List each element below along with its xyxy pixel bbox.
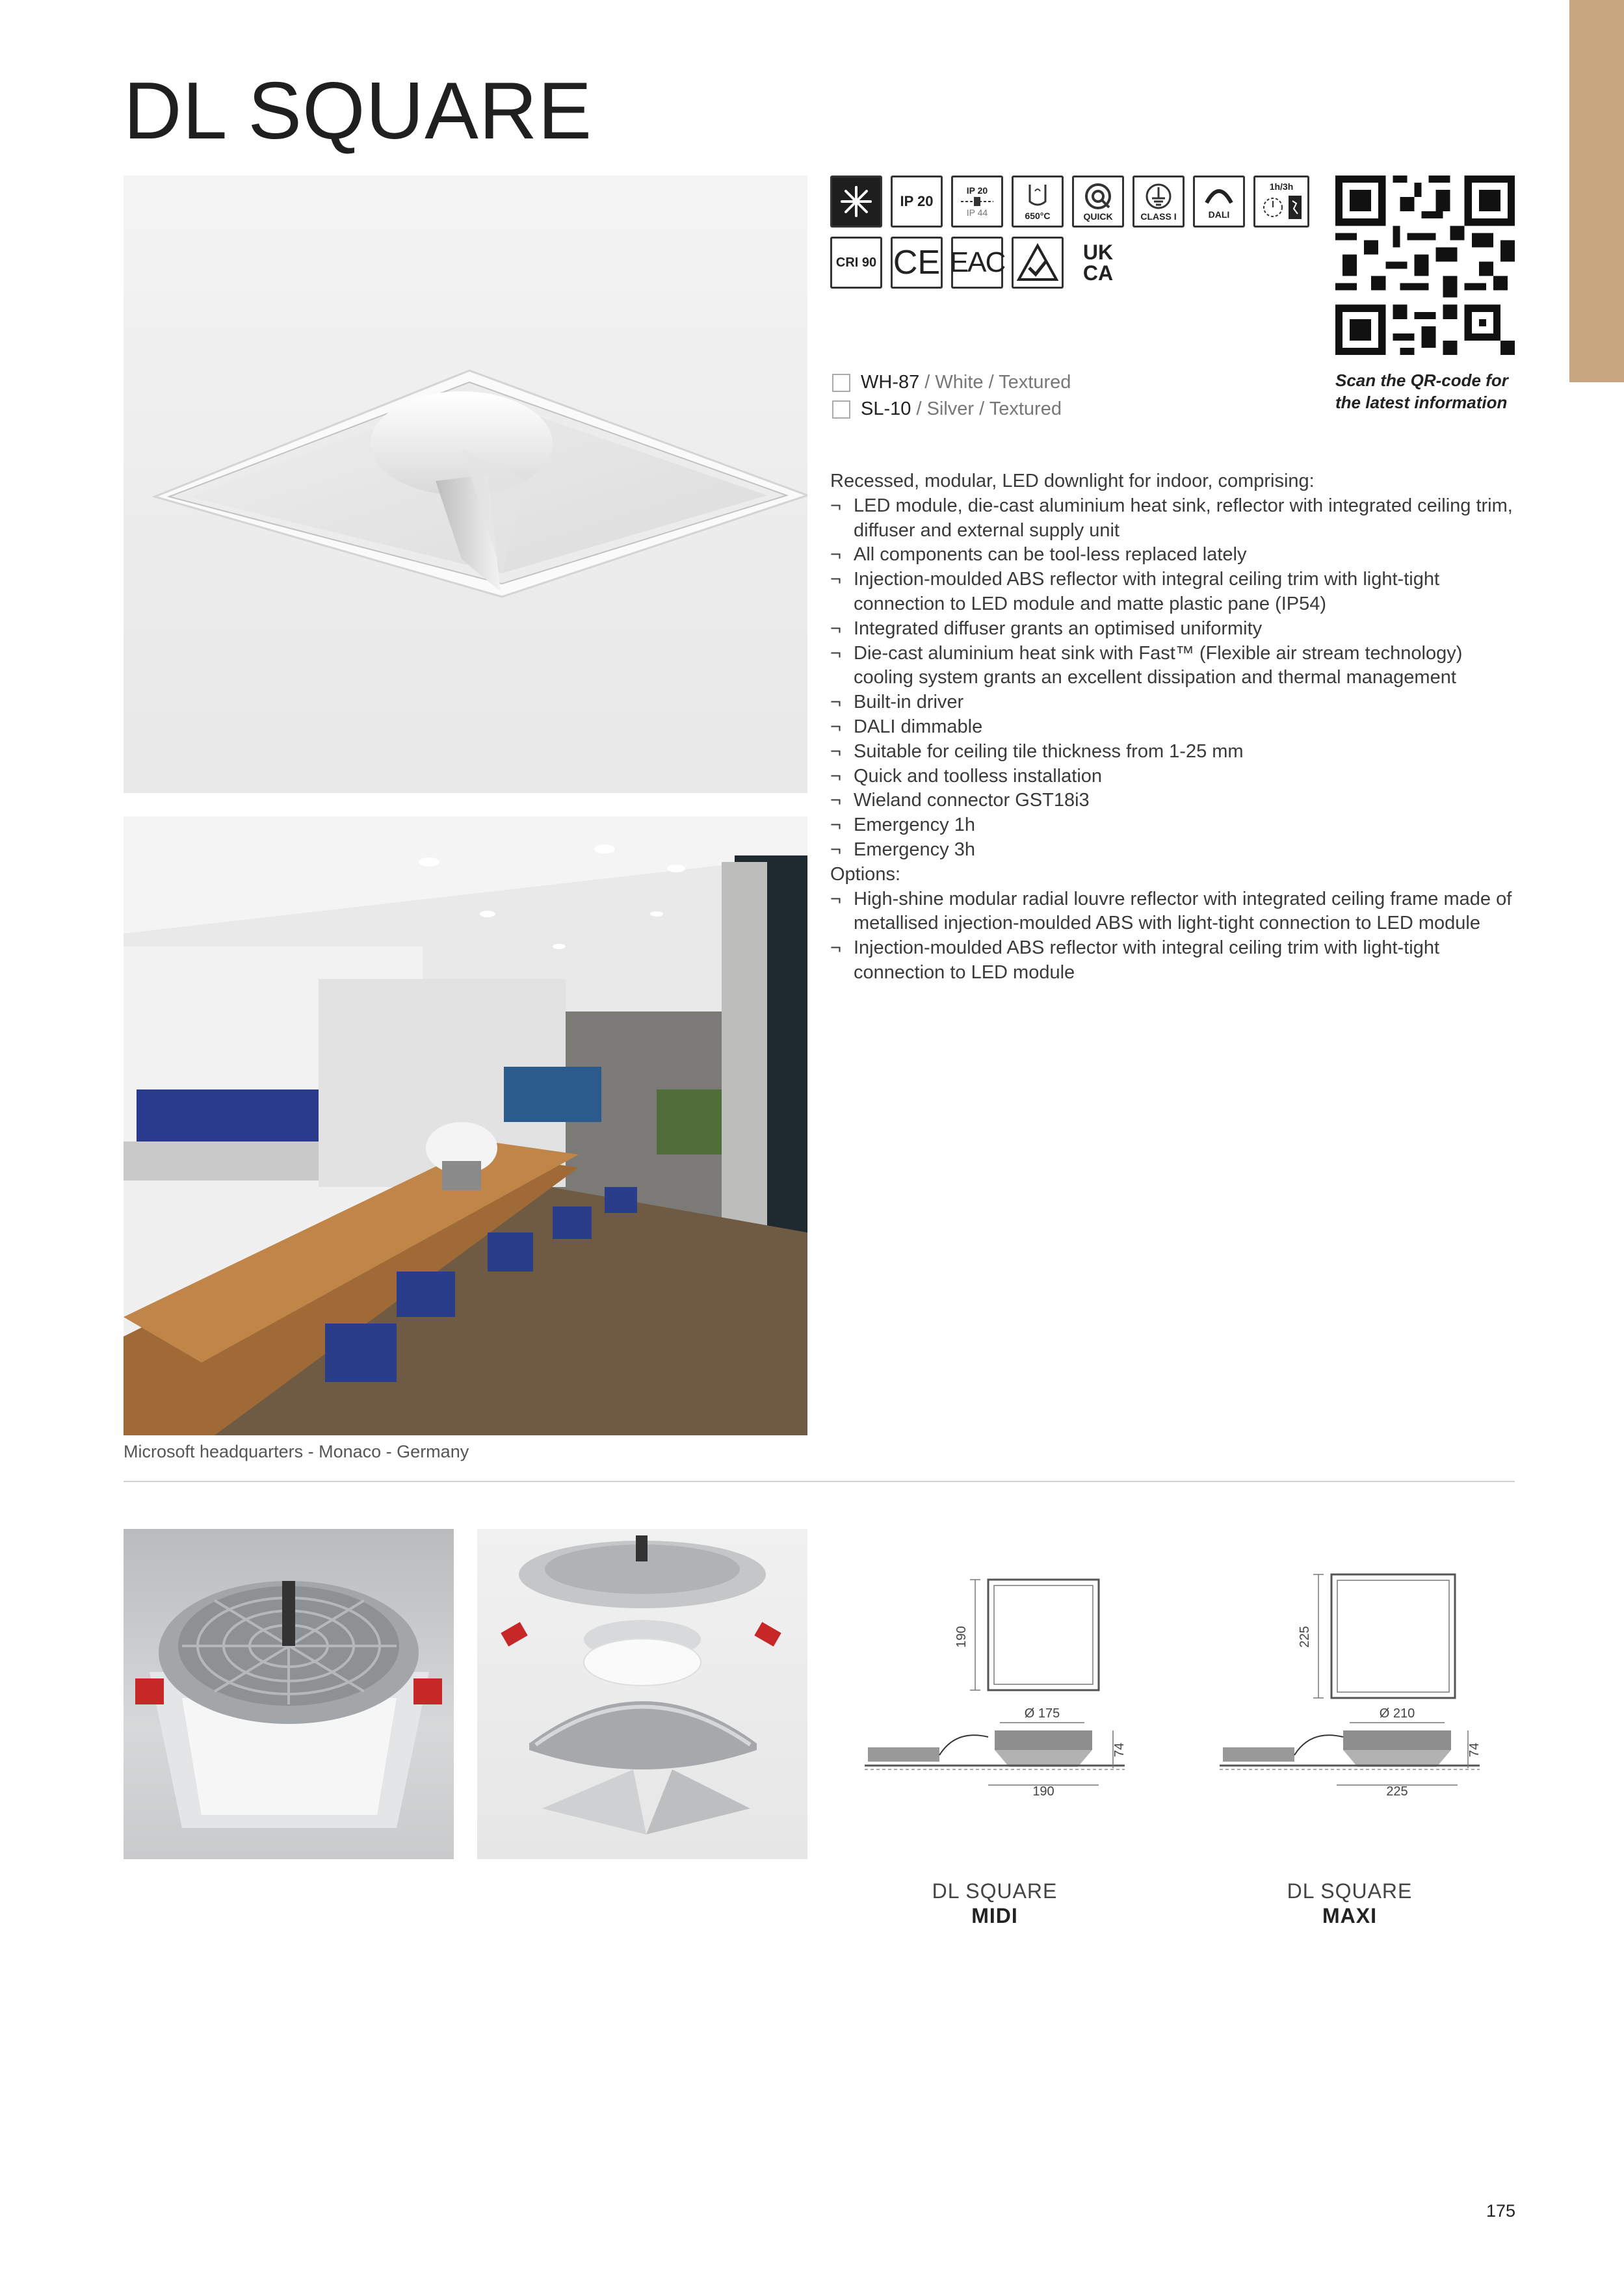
feature-list [830,494,1519,863]
model-label-maxi: DL SQUARE MAXI [1287,1879,1413,1927]
product-photo [124,176,807,793]
list-item: ¬ Injection-moulded ABS reflector with integral ceiling trim with light-tight connection to LED module [830,936,1519,985]
list-item: ¬ Quick and toolless installation [830,764,1519,789]
description-intro: Recessed, modular, LED downlight for indoor, comprising: [830,471,1315,491]
dimension-drawing-maxi [1213,1560,1499,1807]
ip20-icon: IP 20 [891,176,943,228]
list-item: ¬ Wieland connector GST18i3 [830,789,1519,813]
quick-icon: QUICK [1072,176,1124,228]
dim-diameter: Ø 175 [1024,1706,1060,1721]
list-item: ¬ Emergency 1h [830,813,1519,838]
photo-caption: Microsoft headquarters - Monaco - Germany [124,1442,469,1461]
model-label-midi: DL SQUARE MIDI [932,1879,1058,1927]
product-photo-drawing [124,176,807,793]
variant-sl10[interactable]: SL-10 / Silver / Textured [832,398,1062,420]
interior-photo [124,816,807,1435]
options-title: Options: [830,863,900,885]
list-item: ¬ DALI dimmable [830,715,1519,740]
heatsink-photo [124,1529,454,1859]
dim-square: 225 [1298,1626,1312,1648]
list-item: ¬ Integrated diffuser grants an optimised uniformity [830,617,1519,642]
qr-caption: Scan the QR-code for the latest information [1335,371,1508,412]
emergency-icon: 1h/3h [1253,176,1309,228]
ce-icon: CE [891,237,943,289]
section-tab [1569,0,1624,382]
dim-height: 74 [1112,1742,1127,1758]
list-item: ¬ High-shine modular radial louvre reflector with integrated ceiling frame made of metallised injection-moulded ABS with light-tight connection to LED module [830,887,1519,937]
divider [124,1481,1515,1482]
interior-photo-drawing [124,816,807,1435]
qr-code-pattern [1335,176,1515,355]
dim-square: 190 [954,1626,969,1648]
qr-code[interactable] [1335,176,1515,355]
ukca-icon: UK CA [1072,237,1124,289]
list-item: ¬ Emergency 3h [830,838,1519,863]
list-item: ¬ Injection-moulded ABS reflector with integral ceiling trim with light-tight connection to LED module and matte plastic pane (IP54) [830,567,1519,617]
dimension-drawing-midi [858,1560,1144,1807]
dim-width: 225 [1386,1784,1408,1799]
exploded-view-drawing [477,1529,807,1859]
variant-wh87[interactable]: WH-87 / White / Textured [832,372,1071,393]
list-item: ¬ All components can be tool-less replaced lately [830,543,1519,567]
variant-checkbox[interactable] [832,374,850,392]
product-description [830,469,1519,985]
dim-width: 190 [1032,1784,1054,1799]
ip20-ip44-icon: IP 20 IP 44 [951,176,1003,228]
variant-checkbox[interactable] [832,400,850,419]
led-star-icon [830,176,882,228]
rcm-icon [1012,237,1064,289]
cri90-icon: CRI 90 [830,237,882,289]
options-list [830,887,1519,985]
exploded-view-photo [477,1529,807,1859]
list-item: ¬ Die-cast aluminium heat sink with Fast™ (Flexible air stream technology) cooling system grants an excellent dissipation and thermal management [830,642,1519,691]
list-item: ¬ Built-in driver [830,690,1519,715]
dim-height: 74 [1467,1742,1482,1758]
page-number: 175 [1486,2201,1516,2221]
eac-icon: EAC [951,237,1003,289]
dali-icon: DALI [1193,176,1245,228]
class1-icon: CLASS I [1133,176,1185,228]
glow-wire-icon: 650°C [1012,176,1064,228]
page-title: DL SQUARE [124,66,593,156]
dim-diameter: Ø 210 [1379,1706,1415,1721]
heatsink-drawing [124,1529,454,1859]
list-item: ¬ LED module, die-cast aluminium heat sink, reflector with integrated ceiling trim, diffuser and external supply unit [830,494,1519,543]
list-item: ¬ Suitable for ceiling tile thickness from 1-25 mm [830,740,1519,764]
